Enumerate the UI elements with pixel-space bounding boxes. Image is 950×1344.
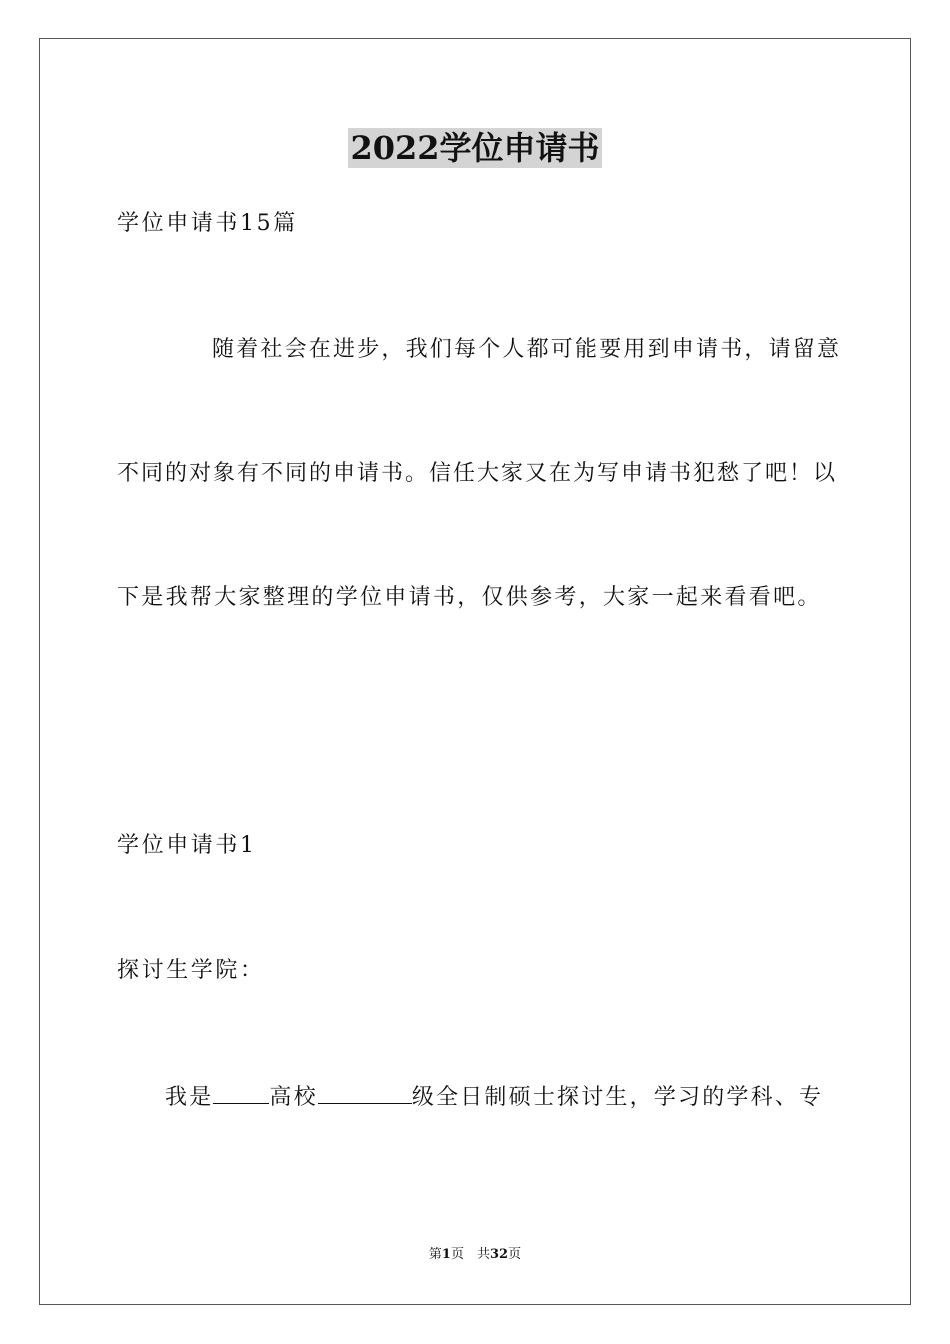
salutation: 探讨生学院：: [117, 958, 265, 983]
intro-line-3: 下是我帮大家整理的学位申请书，仅供参考，大家一起来看看吧。: [117, 585, 822, 610]
body-text-part1: 我是: [165, 1085, 214, 1110]
fill-in-blank-school: [213, 1081, 269, 1104]
footer-page-prefix: 第: [428, 1247, 442, 1262]
body-text-part3: 级全日制硕士探讨生，学习的学科、专: [411, 1085, 824, 1110]
title-container: [0, 128, 950, 168]
fill-in-blank-year: [318, 1081, 412, 1104]
footer-page-number: 1: [441, 1247, 451, 1262]
intro-line-1: 随着社会在进步，我们每个人都可能要用到申请书，请留意: [212, 337, 842, 362]
body-text-part2: 高校: [269, 1085, 318, 1110]
section-heading: 学位申请书1: [117, 833, 257, 858]
body-line: [165, 1081, 823, 1113]
intro-line-2: 不同的对象有不同的申请书。信任大家又在为写申请书犯愁了吧！以: [117, 461, 838, 486]
footer-page-total: 32: [489, 1247, 509, 1262]
document-subtitle: 学位申请书15篇: [117, 211, 298, 236]
footer-page-suffix: 页: [508, 1247, 522, 1262]
page-footer: [0, 1246, 950, 1264]
document-title: 2022学位申请书: [350, 129, 600, 167]
footer-page-mid: 页 共: [450, 1247, 490, 1262]
